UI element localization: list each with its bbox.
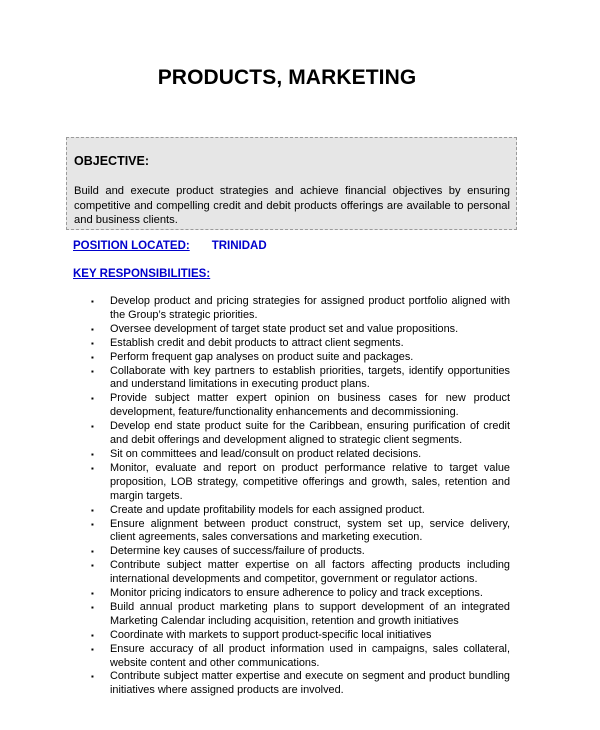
bullet-icon: ▪ <box>91 449 94 459</box>
list-item-text: Contribute subject matter expertise on all factors affecting products including international developments and competitor, government or regulator actions. <box>110 559 510 586</box>
list-item-text: Monitor, evaluate and report on product performance relative to target value proposition, LOB strategy, competitive offerings and growth, sales, retention and margin targets. <box>110 461 510 502</box>
key-responsibilities-heading-colon: : <box>206 268 211 280</box>
list-item-text: Provide subject matter expert opinion on business cases for new product development, feature/functionality enhancements and decommissioning. <box>110 392 510 419</box>
list-item <box>90 587 510 601</box>
list-item <box>90 504 510 518</box>
list-item <box>90 295 510 323</box>
key-responsibilities-heading-text: KEY RESPONSIBILITIES <box>73 268 207 280</box>
list-item-text: Develop end state product suite for the Caribbean, ensuring purification of credit and debit offerings and development aligned to strategic client segments. <box>110 420 510 447</box>
list-item-text: Sit on committees and lead/consult on product related decisions. <box>110 447 422 460</box>
position-located <box>73 240 267 252</box>
list-item-text: Coordinate with markets to support product-specific local initiatives <box>110 628 432 641</box>
bullet-icon: ▪ <box>91 297 94 306</box>
list-item <box>90 643 510 671</box>
list-item <box>90 462 510 504</box>
list-item-text: Contribute subject matter expertise and execute on segment and product bundling initiatives where assigned products are involved. <box>110 670 510 697</box>
list-item <box>90 351 510 365</box>
position-value: TRINIDAD <box>211 240 267 252</box>
list-item <box>90 448 510 462</box>
list-item <box>90 392 510 420</box>
list-item <box>90 670 510 698</box>
list-item-text: Perform frequent gap analyses on product suite and packages. <box>110 350 414 363</box>
bullet-icon: ▪ <box>91 422 94 432</box>
key-responsibilities-heading <box>73 268 210 280</box>
list-item <box>90 559 510 587</box>
bullet-icon: ▪ <box>91 366 94 376</box>
bullet-icon: ▪ <box>91 463 94 473</box>
list-item <box>90 365 510 393</box>
bullet-icon: ▪ <box>91 602 94 612</box>
bullet-icon: ▪ <box>91 338 94 348</box>
list-item <box>90 323 510 337</box>
responsibilities-list <box>90 295 510 698</box>
bullet-icon: ▪ <box>91 324 94 334</box>
objective-text: Build and execute product strategies and achieve financial objectives by ensuring competitive and compelling credit and debit products offerings are available to personal and business clients. <box>74 185 510 226</box>
list-item <box>90 601 510 629</box>
list-item-text: Determine key causes of success/failure of products. <box>110 545 365 558</box>
bullet-icon: ▪ <box>91 672 94 682</box>
bullet-icon: ▪ <box>91 394 94 404</box>
bullet-icon: ▪ <box>91 589 94 599</box>
bullet-icon: ▪ <box>91 630 94 640</box>
list-item-text: Oversee development of target state product set and value propositions. <box>110 322 459 335</box>
list-item-text: Ensure accuracy of all product information used in campaigns, sales collateral, website content and other communications. <box>110 642 510 669</box>
bullet-icon: ▪ <box>91 644 94 654</box>
list-item-text: Ensure alignment between product construct, system set up, service delivery, client agreements, sales conversations and marketing execution. <box>110 517 510 544</box>
list-item <box>90 629 510 643</box>
list-item-text: Develop product and pricing strategies for assigned product portfolio aligned with the Group’s strategic priorities. <box>110 295 510 321</box>
list-item <box>90 518 510 546</box>
bullet-icon: ▪ <box>91 519 94 529</box>
page-title: PRODUCTS, MARKETING <box>157 66 417 89</box>
objective-label: OBJECTIVE: <box>74 154 150 168</box>
objective-box <box>66 137 517 230</box>
list-item-text: Monitor pricing indicators to ensure adherence to policy and track exceptions. <box>110 587 483 600</box>
list-item <box>90 545 510 559</box>
bullet-icon: ▪ <box>91 547 94 557</box>
position-label: POSITION LOCATED: <box>73 240 190 252</box>
bullet-icon: ▪ <box>91 352 94 362</box>
list-item-text: Collaborate with key partners to establish priorities, targets, identify opportunities and understand limitations in executing product plans. <box>110 364 510 391</box>
list-item <box>90 420 510 448</box>
bullet-icon: ▪ <box>91 505 94 515</box>
list-item-text: Create and update profitability models for each assigned product. <box>110 503 425 516</box>
list-item-text: Build annual product marketing plans to support development of an integrated Marketing Calendar including acquisition, retention and growth initiatives <box>110 600 510 627</box>
bullet-icon: ▪ <box>91 561 94 571</box>
list-item-text: Establish credit and debit products to attract client segments. <box>110 336 404 349</box>
list-item <box>90 337 510 351</box>
